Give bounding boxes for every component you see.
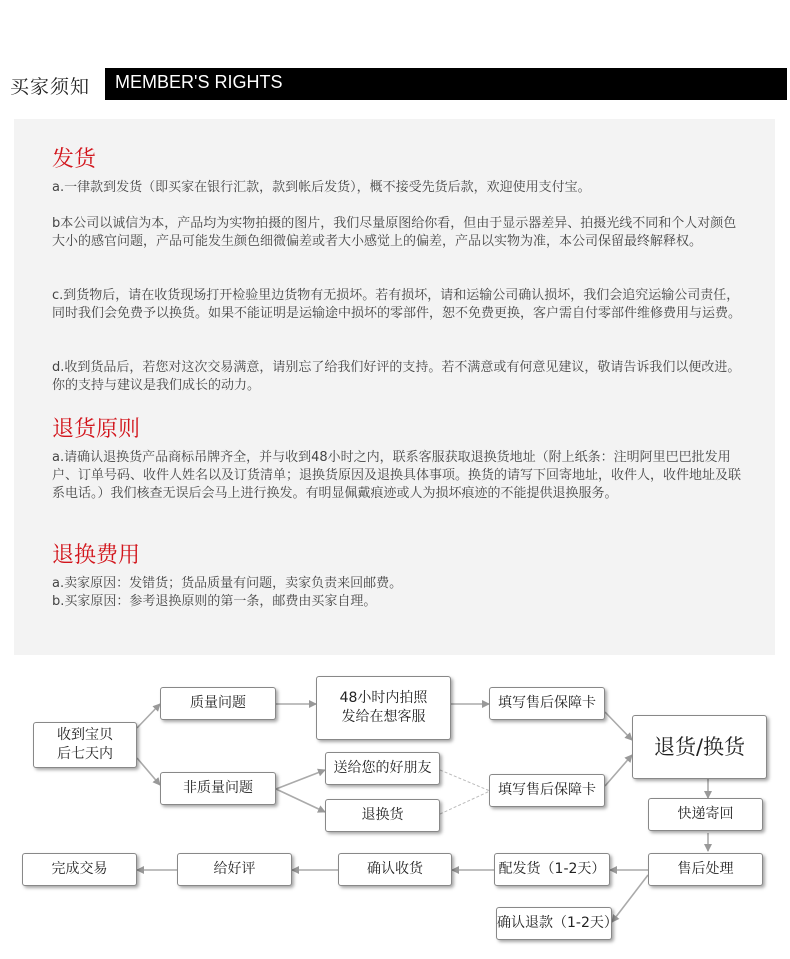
- return-fees-para-a: a.卖家原因：发错货；货品质量有问题，卖家负责来回邮费。: [52, 576, 403, 591]
- section-title-return-fees: 退换费用: [52, 543, 141, 568]
- after-sale-process-box: 售后处理: [648, 853, 763, 886]
- photo-within-48h-box: 48小时内拍照 发给在想客服: [316, 676, 451, 740]
- return-exchange-small-box: 退换货: [325, 799, 440, 832]
- shipping-para-d: d.收到货品后，若您对这次交易满意，请别忘了给我们好评的支持。若不满意或有何意见建议，敬请告诉我们以便改进。你的支持与建议是我们成长的动力。: [52, 360, 741, 393]
- received-within-7-days-box: 收到宝贝 后七天内: [33, 722, 137, 768]
- reship-box: 配发货（1-2天）: [494, 853, 610, 886]
- return-fees-para-b: b.买家原因：参考退换原则的第一条，邮费由买家自理。: [52, 594, 377, 609]
- confirm-receipt-box: 确认收货: [338, 853, 452, 886]
- header-title-en: MEMBER'S RIGHTS: [115, 72, 283, 92]
- send-to-friend-box: 送给您的好朋友: [325, 752, 440, 785]
- return-exchange-main-box: 退货/换货: [632, 715, 767, 779]
- confirm-refund-box: 确认退款（1-2天）: [496, 907, 612, 940]
- section-title-shipping: 发货: [52, 147, 97, 172]
- header-title-cn: 买家须知: [10, 76, 91, 98]
- return-policy-para-a: a.请确认退换货产品商标吊牌齐全，并与收到48小时之内，联系客服获取退换货地址（附上纸条：注明阿里巴巴批发用户、订单号码、收件人姓名以及订货清单；退换货原因及退换具体事项。换货的请写下回寄地址，收件人，收件地址及联系电话。）我们核查无误后会马上进行换发。有明显佩戴痕迹或人为损坏痕迹的不能提供退换服务。: [52, 450, 742, 501]
- fill-card-box-1: 填写售后保障卡: [489, 687, 605, 720]
- good-review-box: 给好评: [177, 853, 292, 886]
- non-quality-issue-box: 非质量问题: [160, 772, 276, 805]
- shipping-para-b: b本公司以诚信为本，产品均为实物拍摄的图片，我们尽量原图给你看，但由于显示器差异、拍摄光线不同和个人对颜色大小的感官问题，产品可能发生颜色细微偏差或者大小感觉上的偏差，产品以实物为准，本公司保留最终解释权。: [52, 216, 737, 249]
- express-return-box: 快递寄回: [648, 798, 763, 831]
- shipping-para-a: a.一律款到发货（即买家在银行汇款，款到帐后发货），概不接受先货后款，欢迎使用支付宝。: [52, 180, 591, 195]
- fill-card-box-2: 填写售后保障卡: [489, 774, 605, 807]
- shipping-para-c: c.到货物后，请在收货现场打开检验里边货物有无损坏。若有损坏，请和运输公司确认损坏，我们会追究运输公司责任，同时我们会免费予以换货。如果不能证明是运输途中损坏的零部件，恕不免费更换，客户需自付零部件维修费用与运费。: [52, 288, 742, 321]
- section-title-return-policy: 退货原则: [52, 417, 141, 442]
- quality-issue-box: 质量问题: [160, 687, 276, 720]
- complete-transaction-box: 完成交易: [22, 853, 137, 886]
